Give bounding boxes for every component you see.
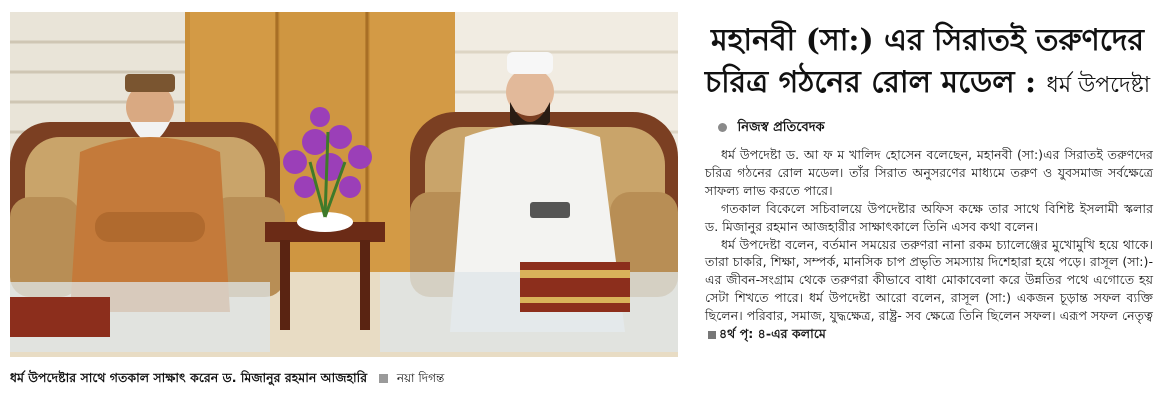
headline-line-2 <box>700 62 1155 107</box>
photo-caption <box>10 370 680 390</box>
byline-text: নিজস্ব প্রতিবেদক <box>737 120 825 135</box>
credit-marker-icon <box>379 374 388 383</box>
article-headline <box>700 20 1155 107</box>
bullet-dot-icon <box>718 123 727 132</box>
jump-text: ৪র্থ পৃ: ৪-এর কলামে <box>719 326 826 342</box>
headline-line-1: মহানবী (সা:) এর সিরাতই তরুণদের <box>710 23 1145 58</box>
headline-line-2-sub: ধর্ম উপদেষ্টা <box>1046 73 1151 98</box>
jump-marker-icon <box>708 331 716 339</box>
photo-credit: নয়া দিগন্ত <box>396 371 445 385</box>
paragraph-2: গতকাল বিকেলে সচিবালয়ে উপদেষ্টার অফিস কক্ষে তার সাথে বিশিষ্ট ইসলামী স্কলার ড. মিজানুর রহমান আজহারীর সাক্ষাৎকালে তিনি এসব কথা বলেন। <box>705 200 1153 234</box>
paragraph-3 <box>705 236 1153 343</box>
meeting-photo-illustration <box>10 12 678 357</box>
continued-jump <box>705 326 826 341</box>
byline <box>718 118 825 139</box>
caption-text: ধর্ম উপদেষ্টার সাথে গতকাল সাক্ষাৎ করেন ড. মিজানুর রহমান আজহারি <box>10 370 368 385</box>
paragraph-3-text: ধর্ম উপদেষ্টা বলেন, বর্তমান সময়ের তরুণরা নানা রকম চ্যালেঞ্জের মুখোমুখি হয়ে থাকে। তারা চাকরি, শিক্ষা, সম্পর্ক, মানসিক চাপ প্রভৃতি সমস্যায় দিশেহারা হয়ে পড়ে। রাসূল (সা:)-এর জীবন-সংগ্রাম থেকে তরুণরা কীভাবে বাধা মোকাবেলা করে উন্নতির পথে এগোতে হয় সেটা শিখতে পারে। ধর্ম উপদেষ্টা আরো বলেন, রাসূল (সা:) একজন চূড়ান্ত সফল ব্যক্তি ছিলেন। পরিবার, সমাজ, যুদ্ধক্ষেত্র, রাষ্ট্র- সব ক্ষেত্রে তিনি ছিলেন সফল। এরূপ সফল নেতৃত্ব <box>705 236 1153 324</box>
paragraph-1: ধর্ম উপদেষ্টা ড. আ ফ ম খালিদ হোসেন বলেছেন, মহানবী (সা:)এর সিরাতই তরুণদের চরিত্র গঠনের রোল মডেল। তাঁর সিরাত অনুসরণের মাধ্যমে তরুণ ও যুবসমাজ সর্বক্ষেত্রে সাফল্য লাভ করতে পারে। <box>705 147 1153 198</box>
news-photo <box>10 12 678 357</box>
article-body <box>705 146 1153 343</box>
headline-line-2-main: চরিত্র গঠনের রোল মডেল : <box>704 65 1037 100</box>
